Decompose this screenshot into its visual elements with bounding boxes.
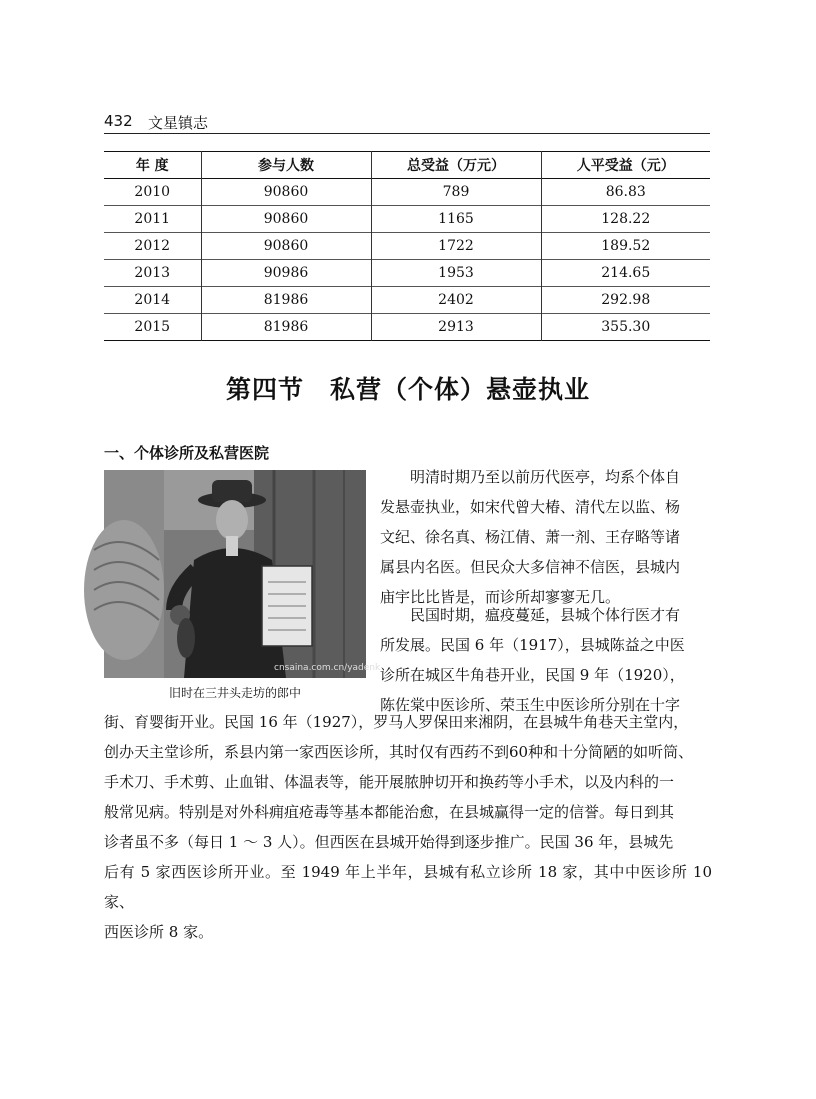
table-cell: 2010: [134, 184, 171, 200]
text-line: 庙宇比比皆是，而诊所却寥寥无几。: [380, 588, 621, 606]
section-title: 第四节 私营（个体）悬壶执业: [225, 375, 590, 404]
table-row: [104, 233, 710, 260]
column-header: 参与人数: [201, 152, 371, 179]
text-line: 文纪、徐名真、杨江倩、萧一剂、王存略等诸: [380, 528, 681, 546]
table-cell: 2013: [134, 265, 171, 281]
table-row: [104, 314, 710, 341]
table-cell: 2015: [134, 319, 171, 335]
table-cell: 90860: [201, 233, 371, 260]
text-line: 明清时期乃至以前历代医亭，均系个体自: [410, 468, 681, 486]
text-line: 诊者虽不多（每日 1 ～ 3 人）。但西医在县城开始得到逐步推广。民国 36 年，县城先: [104, 833, 674, 851]
text-line: 属县内名医。但民众大多信神不信医，县城内: [380, 558, 681, 576]
text-line: 诊所在城区牛角巷开业，民国 9 年（1920），: [380, 666, 685, 684]
text-line: 民国时期，瘟疫蔓延，县城个体行医才有: [410, 606, 681, 624]
table-cell: 2014: [134, 292, 171, 308]
text-line: 街、育婴街开业。民国 16 年（1927），罗马人罗保田来湘阴，在县城牛角巷天主堂内，: [104, 713, 689, 731]
table-cell: 292.98: [541, 287, 710, 314]
header-rule: [104, 133, 710, 134]
table-header-row: [104, 152, 710, 179]
table-row: [104, 260, 710, 287]
text-line: 般常见病。特别是对外科痈疽疮毒等基本都能治愈，在县城赢得一定的信誉。每日到其: [104, 803, 675, 821]
table-cell: 214.65: [541, 260, 710, 287]
table-cell: 90860: [201, 179, 371, 206]
page-header: [104, 110, 710, 132]
column-header: 总受益（万元）: [371, 152, 541, 179]
text-line: 陈佐棠中医诊所、荣玉生中医诊所分别在十字: [380, 696, 681, 714]
table-cell: 128.22: [541, 206, 710, 233]
table-cell: 81986: [201, 314, 371, 341]
text-line: 发悬壶执业，如宋代曾大椿、清代左以监、杨: [380, 498, 681, 516]
table-cell: 90986: [201, 260, 371, 287]
table-cell: 2012: [134, 238, 171, 254]
photo-watermark: cnsaina.com.cn/yadenk: [274, 663, 381, 673]
data-table: [104, 151, 710, 341]
table-cell: 1722: [371, 233, 541, 260]
table-cell: 2011: [134, 211, 171, 227]
text-line: 创办天主堂诊所，系县内第一家西医诊所，其时仅有西药不到60种和十分简陋的如听筒、: [104, 743, 694, 761]
column-header: 年 度: [135, 158, 169, 174]
table-cell: 355.30: [541, 314, 710, 341]
table-cell: 789: [371, 179, 541, 206]
text-line: 所发展。民国 6 年（1917），县城陈益之中医: [380, 636, 685, 654]
text-line: 手术刀、手术剪、止血钳、体温表等，能开展脓肿切开和换药等小手术，以及内科的一: [104, 773, 675, 791]
table-cell: 1165: [371, 206, 541, 233]
column-header: 人平受益（元）: [541, 152, 710, 179]
paragraph-2-continued: [104, 707, 712, 947]
table-cell: 2402: [371, 287, 541, 314]
table-cell: 81986: [201, 287, 371, 314]
table-cell: 86.83: [541, 179, 710, 206]
text-line: 西医诊所 8 家。: [104, 923, 214, 941]
text-line: 后有 5 家西医诊所开业。至 1949 年上半年，县城有私立诊所 18 家，其中中医诊所 10 家、: [104, 863, 712, 911]
table-row: [104, 287, 710, 314]
book-title: 文星镇志: [148, 114, 209, 132]
table-cell: 2913: [371, 314, 541, 341]
table-cell: 1953: [371, 260, 541, 287]
subheading: 一、个体诊所及私营医院: [104, 444, 270, 462]
paragraph-1: [380, 462, 712, 612]
table-row: [104, 206, 710, 233]
page-number: 432: [104, 112, 133, 130]
table-cell: 90860: [201, 206, 371, 233]
table-row: [104, 179, 710, 206]
photo-itinerant-doctor: [104, 470, 381, 678]
photo-caption: 旧时在三井头走坊的郎中: [168, 686, 301, 700]
paragraph-2: [380, 600, 712, 720]
table-cell: 189.52: [541, 233, 710, 260]
